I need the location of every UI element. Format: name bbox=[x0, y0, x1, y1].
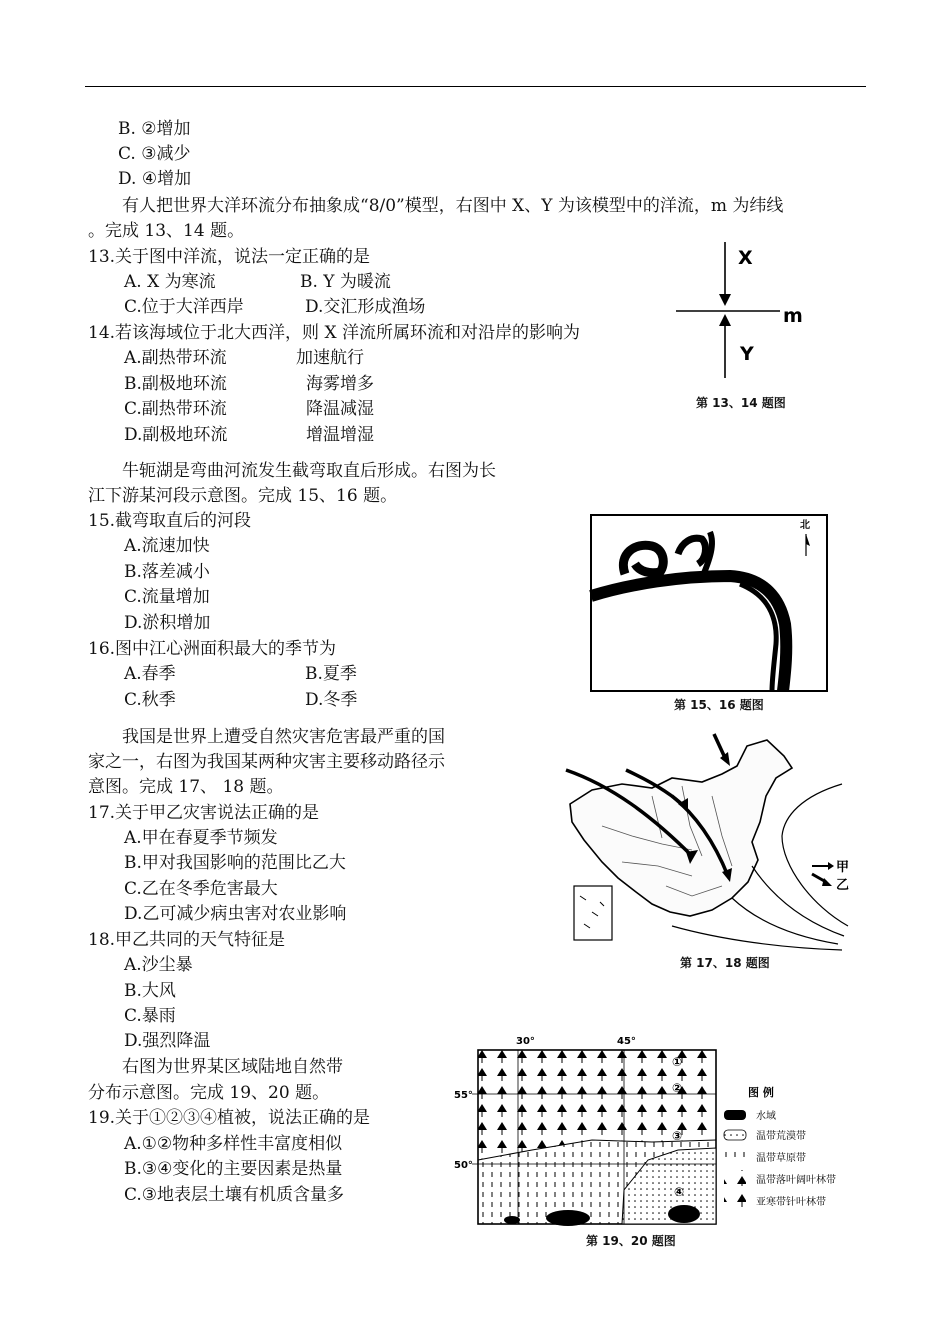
figure-17-18-caption: 第 17、18 题图 bbox=[680, 956, 770, 970]
q17-option-d: D.乙可减少病虫害对农业影响 bbox=[124, 904, 347, 924]
q16-option-a: A.春季 bbox=[124, 664, 176, 684]
legend-desert: 温带荒漠带 bbox=[756, 1131, 806, 1142]
route-yi-4 bbox=[782, 784, 848, 926]
q18-stem: 18.甲乙共同的天气特征是 bbox=[88, 930, 286, 950]
q17-option-b: B.甲对我国影响的范围比乙大 bbox=[124, 853, 346, 873]
header-rule bbox=[85, 86, 866, 87]
figure-19-20 bbox=[452, 1030, 852, 1226]
q15-option-b: B.落差减小 bbox=[124, 562, 210, 582]
legend-broadleaf-swatch bbox=[724, 1170, 746, 1186]
q18-option-d: D.强烈降温 bbox=[124, 1031, 211, 1051]
intro-13-14-line1: 有人把世界大洋环流分布抽象成“8/0”模型，右图中 X、Y 为该模型中的洋流，m 为纬线 bbox=[122, 196, 784, 216]
q14-option-b: B.副极地环流 bbox=[124, 374, 227, 394]
legend-taiga: 亚寒带针叶林带 bbox=[756, 1197, 826, 1208]
label-m: m bbox=[783, 305, 803, 327]
intro-17-18-line3: 意图。完成 17、 18 题。 bbox=[88, 777, 284, 797]
prev-option-b: B. ②增加 bbox=[118, 119, 191, 139]
zone-2-label: ② bbox=[672, 1081, 683, 1095]
route-yi-1 bbox=[732, 898, 838, 944]
q14-option-a: A.副热带环流 bbox=[124, 348, 227, 368]
q18-option-b: B.大风 bbox=[124, 981, 176, 1001]
legend-steppe: 温带草原带 bbox=[756, 1153, 806, 1164]
water-body-3 bbox=[504, 1216, 520, 1224]
q15-option-d: D.淤积增加 bbox=[124, 613, 211, 633]
intro-15-16-line1: 牛轭湖是弯曲河流发生截弯取直后形成。右图为长 bbox=[122, 461, 496, 481]
zone-1-label: ① bbox=[672, 1055, 683, 1069]
intro-19-20-line2: 分布示意图。完成 19、20 题。 bbox=[88, 1083, 330, 1103]
lon-45-label: 45° bbox=[617, 1036, 636, 1047]
figure-15-16-caption: 第 15、16 题图 bbox=[674, 698, 764, 712]
intro-17-18-line2: 家之一，右图为我国某两种灾害主要移动路径示 bbox=[88, 752, 445, 772]
prev-option-c: C. ③减少 bbox=[118, 144, 191, 164]
figure-19-20-caption: 第 19、20 题图 bbox=[586, 1234, 676, 1248]
figure-13-14-caption: 第 13、14 题图 bbox=[696, 396, 786, 410]
north-label: 北 bbox=[800, 520, 810, 531]
q19-option-b: B.③④变化的主要因素是热量 bbox=[124, 1159, 343, 1179]
intro-15-16-line2: 江下游某河段示意图。完成 15、16 题。 bbox=[88, 486, 398, 506]
q18-option-c: C.暴雨 bbox=[124, 1006, 176, 1026]
q13-stem: 13.关于图中洋流，说法一定正确的是 bbox=[88, 247, 371, 267]
prev-option-d: D. ④增加 bbox=[118, 169, 192, 189]
q14-option-c-effect: 降温减湿 bbox=[306, 399, 374, 419]
label-x: X bbox=[738, 247, 753, 269]
q16-option-c: C.秋季 bbox=[124, 690, 176, 710]
water-body-1 bbox=[546, 1210, 590, 1226]
q14-option-d: D.副极地环流 bbox=[124, 425, 228, 445]
intro-17-18-line1: 我国是世界上遭受自然灾害危害最严重的国 bbox=[122, 727, 445, 747]
current-y-arrowhead bbox=[719, 314, 731, 326]
q17-option-c: C.乙在冬季危害最大 bbox=[124, 879, 278, 899]
figure-17-18 bbox=[562, 726, 852, 952]
q19-stem: 19.关于①②③④植被，说法正确的是 bbox=[88, 1108, 371, 1128]
intro-19-20-line1: 右图为世界某区域陆地自然带 bbox=[122, 1057, 343, 1077]
q13-option-c: C.位于大洋西岸 bbox=[124, 297, 244, 317]
zone-4-label: ④ bbox=[674, 1185, 685, 1199]
water-body-2 bbox=[668, 1205, 700, 1223]
q13-option-a: A. X 为寒流 bbox=[124, 272, 216, 292]
legend-water-swatch bbox=[724, 1110, 746, 1120]
route-yi-3 bbox=[672, 926, 842, 950]
legend-water: 水域 bbox=[756, 1111, 776, 1122]
q15-stem: 15.截弯取直后的河段 bbox=[88, 511, 252, 531]
label-y: Y bbox=[740, 343, 754, 365]
q15-option-c: C.流量增加 bbox=[124, 587, 210, 607]
q16-option-d: D.冬季 bbox=[305, 690, 358, 710]
q18-option-a: A.沙尘暴 bbox=[124, 955, 193, 975]
q13-option-d: D.交汇形成渔场 bbox=[305, 297, 426, 317]
q14-option-d-effect: 增温增湿 bbox=[306, 425, 374, 445]
route-yi-2 bbox=[752, 866, 844, 936]
legend-desert-swatch bbox=[724, 1130, 746, 1140]
zone-3-label: ③ bbox=[672, 1129, 683, 1143]
q17-stem: 17.关于甲乙灾害说法正确的是 bbox=[88, 803, 320, 823]
q17-option-a: A.甲在春夏季节频发 bbox=[124, 828, 278, 848]
q14-stem: 14.若该海域位于北大西洋，则 X 洋流所属环流和对沿岸的影响为 bbox=[88, 323, 580, 343]
figure-13-14 bbox=[670, 236, 820, 416]
q19-option-c: C.③地表层土壤有机质含量多 bbox=[124, 1185, 345, 1205]
q14-option-c: C.副热带环流 bbox=[124, 399, 227, 419]
q14-option-b-effect: 海雾增多 bbox=[306, 374, 374, 394]
current-x-arrowhead bbox=[719, 294, 731, 306]
q16-option-b: B.夏季 bbox=[305, 664, 357, 684]
q15-option-a: A.流速加快 bbox=[124, 536, 210, 556]
legend-broadleaf: 温带落叶阔叶林带 bbox=[756, 1175, 836, 1186]
q14-option-a-effect: 加速航行 bbox=[296, 348, 364, 368]
intro-13-14-line2: 。完成 13、14 题。 bbox=[88, 221, 245, 241]
legend-title: 图 例 bbox=[748, 1086, 774, 1099]
legend-taiga-swatch bbox=[724, 1192, 746, 1208]
legend-yi-label: 乙 bbox=[836, 878, 850, 893]
lat-50-label: 50° bbox=[454, 1160, 473, 1171]
q16-stem: 16.图中江心洲面积最大的季节为 bbox=[88, 639, 337, 659]
legend-jia-arrowhead bbox=[828, 862, 834, 870]
legend-steppe-swatch bbox=[724, 1150, 746, 1162]
lat-55-label: 55° bbox=[454, 1090, 473, 1101]
figure-15-16 bbox=[590, 514, 830, 692]
legend-jia-label: 甲 bbox=[836, 860, 850, 875]
q13-option-b: B. Y 为暖流 bbox=[300, 272, 391, 292]
lon-30-label: 30° bbox=[516, 1036, 535, 1047]
q19-option-a: A.①②物种多样性丰富度相似 bbox=[124, 1134, 343, 1154]
